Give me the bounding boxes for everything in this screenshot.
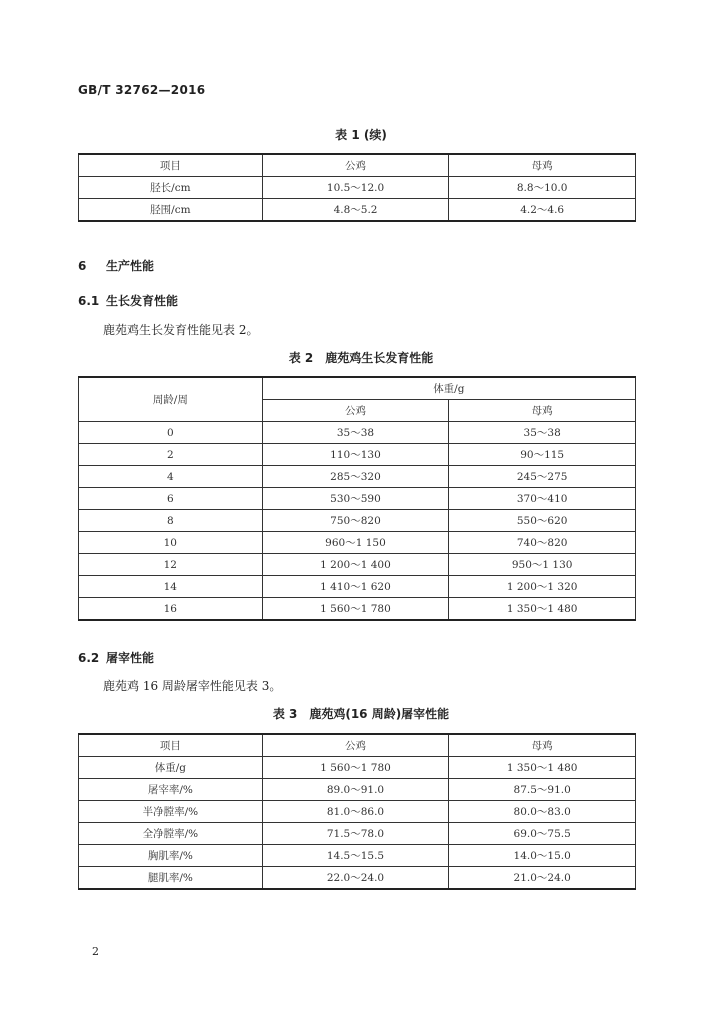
table-header-cell: 项目 bbox=[79, 734, 263, 757]
table-row bbox=[79, 598, 636, 621]
table-row bbox=[79, 845, 636, 867]
table-cell: 245～275 bbox=[449, 466, 636, 488]
table-header-group: 体重/g bbox=[262, 377, 635, 400]
table3 bbox=[78, 733, 636, 890]
section-title: 生长发育性能 bbox=[106, 294, 179, 308]
table-cell: 35～38 bbox=[262, 422, 449, 444]
table-row bbox=[79, 823, 636, 845]
table-cell: 1 350～1 480 bbox=[449, 757, 636, 779]
table-cell: 1 200～1 320 bbox=[449, 576, 636, 598]
table-cell: 0 bbox=[79, 422, 263, 444]
table-cell: 8 bbox=[79, 510, 263, 532]
table-cell: 89.0～91.0 bbox=[262, 779, 449, 801]
table-cell: 69.0～75.5 bbox=[449, 823, 636, 845]
table-header-row bbox=[79, 377, 636, 400]
table-cell: 全净膛率/% bbox=[79, 823, 263, 845]
table-cell: 体重/g bbox=[79, 757, 263, 779]
section-number: 6.2 bbox=[78, 651, 100, 665]
section-6-1-heading bbox=[78, 292, 178, 309]
table-row bbox=[79, 532, 636, 554]
table2-caption: 表 2 鹿苑鸡生长发育性能 bbox=[288, 351, 434, 365]
table-cell: 14.5～15.5 bbox=[262, 845, 449, 867]
table3-caption: 表 3 鹿苑鸡(16 周龄)屠宰性能 bbox=[272, 707, 450, 721]
table-cell: 1 350～1 480 bbox=[449, 598, 636, 621]
table-row bbox=[79, 757, 636, 779]
table-row bbox=[79, 554, 636, 576]
table-cell: 740～820 bbox=[449, 532, 636, 554]
table-cell: 2 bbox=[79, 444, 263, 466]
table-header-cell: 母鸡 bbox=[449, 400, 636, 422]
page-number: 2 bbox=[92, 945, 99, 958]
table-cell: 71.5～78.0 bbox=[262, 823, 449, 845]
table-cell: 22.0～24.0 bbox=[262, 867, 449, 890]
table-cell: 腿肌率/% bbox=[79, 867, 263, 890]
section-6-1-text: 鹿苑鸡生长发育性能见表 2。 bbox=[103, 323, 259, 337]
table1-caption: 表 1 (续) bbox=[335, 128, 387, 142]
table-cell: 750～820 bbox=[262, 510, 449, 532]
section-6-heading bbox=[78, 257, 154, 274]
table-cell: 960～1 150 bbox=[262, 532, 449, 554]
table-cell: 35～38 bbox=[449, 422, 636, 444]
table-cell: 285～320 bbox=[262, 466, 449, 488]
section-title: 屠宰性能 bbox=[106, 651, 155, 665]
section-number: 6 bbox=[78, 259, 87, 273]
table-cell: 550～620 bbox=[449, 510, 636, 532]
table-cell: 4.8～5.2 bbox=[262, 199, 449, 222]
table-header-cell: 项目 bbox=[79, 154, 263, 177]
section-6-2-text: 鹿苑鸡 16 周龄屠宰性能见表 3。 bbox=[103, 679, 282, 693]
table-cell: 110～130 bbox=[262, 444, 449, 466]
table-cell: 10 bbox=[79, 532, 263, 554]
table-cell: 370～410 bbox=[449, 488, 636, 510]
table2 bbox=[78, 376, 636, 621]
table-cell: 屠宰率/% bbox=[79, 779, 263, 801]
table-header-row bbox=[79, 154, 636, 177]
table-cell: 胫长/cm bbox=[79, 177, 263, 199]
table-row bbox=[79, 488, 636, 510]
standard-number-header: GB/T 32762—2016 bbox=[78, 83, 206, 97]
table-cell: 1 200～1 400 bbox=[262, 554, 449, 576]
table-row bbox=[79, 801, 636, 823]
table-cell: 胸肌率/% bbox=[79, 845, 263, 867]
section-number: 6.1 bbox=[78, 294, 100, 308]
table-cell: 21.0～24.0 bbox=[449, 867, 636, 890]
table-header-cell: 公鸡 bbox=[262, 400, 449, 422]
table-header-cell: 公鸡 bbox=[262, 734, 449, 757]
table-cell: 4.2～4.6 bbox=[449, 199, 636, 222]
table-cell: 12 bbox=[79, 554, 263, 576]
table-row bbox=[79, 199, 636, 222]
table-cell: 1 410～1 620 bbox=[262, 576, 449, 598]
table-row bbox=[79, 177, 636, 199]
section-6-2-heading bbox=[78, 649, 154, 666]
table-row bbox=[79, 576, 636, 598]
table1 bbox=[78, 153, 636, 222]
table-cell: 81.0～86.0 bbox=[262, 801, 449, 823]
table-cell: 胫围/cm bbox=[79, 199, 263, 222]
table-cell: 80.0～83.0 bbox=[449, 801, 636, 823]
table-cell: 10.5～12.0 bbox=[262, 177, 449, 199]
table-header-cell: 周龄/周 bbox=[79, 377, 263, 422]
table-cell: 半净膛率/% bbox=[79, 801, 263, 823]
table-cell: 8.8～10.0 bbox=[449, 177, 636, 199]
table-header-cell: 母鸡 bbox=[449, 734, 636, 757]
table-cell: 14.0～15.0 bbox=[449, 845, 636, 867]
table-cell: 6 bbox=[79, 488, 263, 510]
table-cell: 1 560～1 780 bbox=[262, 757, 449, 779]
table-cell: 90～115 bbox=[449, 444, 636, 466]
table-row bbox=[79, 444, 636, 466]
table-row bbox=[79, 422, 636, 444]
table-cell: 950～1 130 bbox=[449, 554, 636, 576]
table-row bbox=[79, 779, 636, 801]
table-row bbox=[79, 466, 636, 488]
table-header-row bbox=[79, 734, 636, 757]
table-row bbox=[79, 867, 636, 890]
table-cell: 530～590 bbox=[262, 488, 449, 510]
table-cell: 14 bbox=[79, 576, 263, 598]
table-header-cell: 公鸡 bbox=[262, 154, 449, 177]
table-cell: 16 bbox=[79, 598, 263, 621]
table-row bbox=[79, 510, 636, 532]
table-cell: 87.5～91.0 bbox=[449, 779, 636, 801]
section-title: 生产性能 bbox=[106, 259, 155, 273]
table-header-cell: 母鸡 bbox=[449, 154, 636, 177]
table-cell: 4 bbox=[79, 466, 263, 488]
table-cell: 1 560～1 780 bbox=[262, 598, 449, 621]
